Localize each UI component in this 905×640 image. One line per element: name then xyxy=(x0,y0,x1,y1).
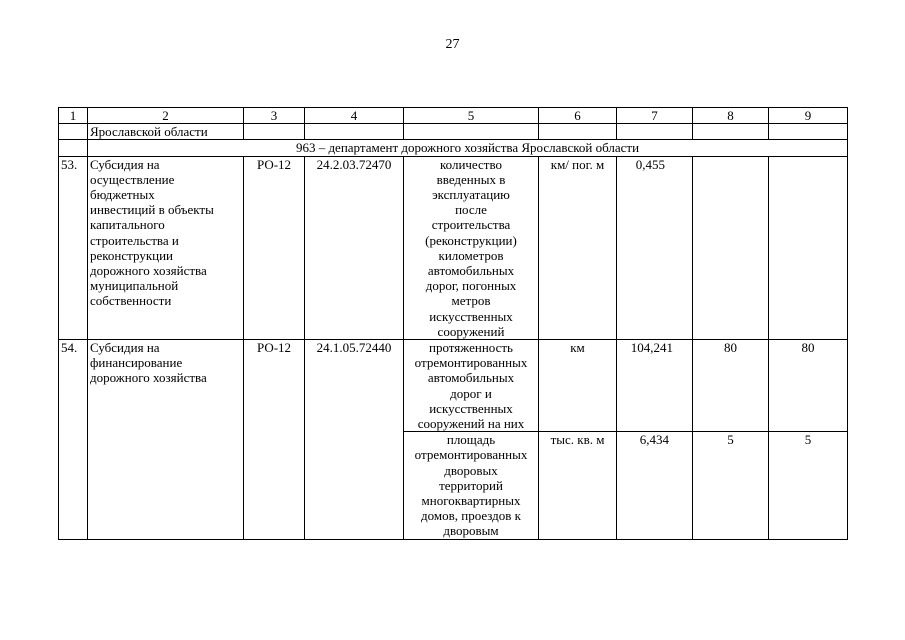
row-number: 54. xyxy=(59,340,88,540)
continuation-text: Ярославской области xyxy=(88,124,244,140)
section-title: 963 – департамент дорожного хозяйства Ярославской области xyxy=(88,140,848,156)
unit-cell: км/ пог. м xyxy=(539,156,617,339)
value-col-8: 5 xyxy=(693,432,769,539)
header-row xyxy=(59,108,848,124)
header-cell: 2 xyxy=(88,108,244,124)
header-cell: 7 xyxy=(617,108,693,124)
page-number: 27 xyxy=(445,37,460,52)
header-cell: 4 xyxy=(305,108,404,124)
header-cell: 9 xyxy=(769,108,848,124)
indicator-text: количество введенных в эксплуатацию после строительства (реконструкции) километров автомобильных дорог, погонных метров искусственных сооружений xyxy=(404,156,539,339)
header-cell: 1 xyxy=(59,108,88,124)
program-code: РО-12 xyxy=(244,340,305,540)
subsidy-name: Субсидия на осуществление бюджетных инвестиций в объекты капитального строительства и реконструкции дорожного хозяйства муниципальной собственности xyxy=(88,156,244,339)
value-col-9: 80 xyxy=(769,340,848,432)
header-cell: 6 xyxy=(539,108,617,124)
indicator-text: площадь отремонтированных дворовых территорий многоквартирных домов, проездов к дворовым xyxy=(404,432,539,539)
table-row xyxy=(59,156,848,339)
value-col-7: 6,434 xyxy=(617,432,693,539)
program-code: РО-12 xyxy=(244,156,305,339)
header-cell: 8 xyxy=(693,108,769,124)
subsidy-table xyxy=(58,107,848,540)
section-row xyxy=(59,140,848,156)
indicator-text: протяженность отремонтированных автомобильных дорог и искусственных сооружений на них xyxy=(404,340,539,432)
value-col-7: 0,455 xyxy=(617,156,693,339)
value-col-9 xyxy=(769,156,848,339)
budget-code: 24.1.05.72440 xyxy=(305,340,404,540)
value-col-9: 5 xyxy=(769,432,848,539)
continuation-row xyxy=(59,124,848,140)
unit-cell: тыс. кв. м xyxy=(539,432,617,539)
value-col-8 xyxy=(693,156,769,339)
row-number: 53. xyxy=(59,156,88,339)
header-cell: 3 xyxy=(244,108,305,124)
value-col-8: 80 xyxy=(693,340,769,432)
value-col-7: 104,241 xyxy=(617,340,693,432)
unit-cell: км xyxy=(539,340,617,432)
budget-code: 24.2.03.72470 xyxy=(305,156,404,339)
table-row xyxy=(59,340,848,432)
subsidy-name: Субсидия на финансирование дорожного хозяйства xyxy=(88,340,244,540)
header-cell: 5 xyxy=(404,108,539,124)
